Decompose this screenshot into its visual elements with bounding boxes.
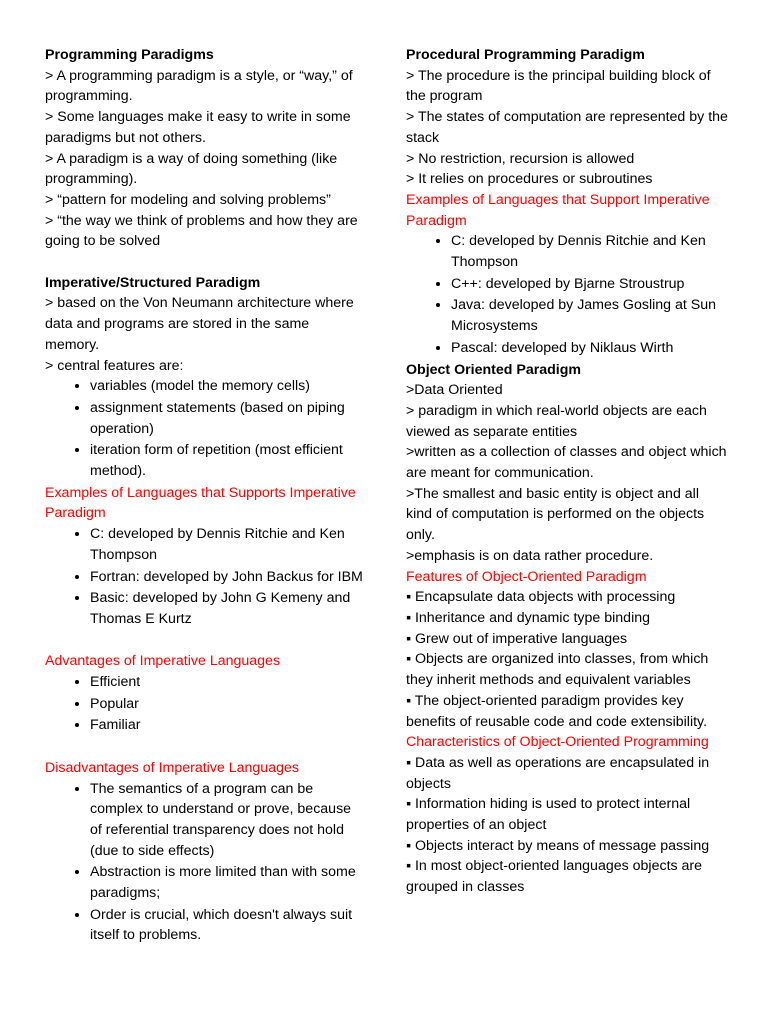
list-item: • The semantics of a program can be complex to understand or prove, because of referential transparency does not hold (due to side effects) [90,779,365,862]
subheading-examples-imperative: Examples of Languages that Supports Imperative Paradigm [45,484,356,522]
list-item: • Java: developed by James Gosling at Sun Microsystems [451,295,728,336]
disadvantages-list [45,779,365,947]
paragraph-line: > A paradigm is a way of doing something (like programming). [45,150,338,188]
list-item: • Popular [90,694,365,715]
list-item: • assignment statements (based on piping operation) [90,398,365,439]
list-item: • Efficient [90,672,365,693]
list-item: • Abstraction is more limited than with some paradigms; [90,862,365,903]
spacer [45,737,365,758]
list-item: • Fortran: developed by John Backus for IBM [90,567,365,588]
feature-item: ▪ Encapsulate data objects with processing [406,589,676,606]
list-item: • Basic: developed by John G Kemeny and Thomas E Kurtz [90,588,365,629]
section-title-imperative-structured: Imperative/Structured Paradigm [45,274,261,291]
list-item: • Familiar [90,715,365,736]
characteristic-item: ▪ Information hiding is used to protect internal properties of an object [406,796,691,834]
paragraph-line: > No restriction, recursion is allowed [406,150,635,167]
central-features-list [45,376,365,482]
paragraph-line: > Some languages make it easy to write in some paradigms but not others. [45,109,351,146]
spacer [45,252,365,273]
paragraph-line: > A programming paradigm is a style, or “way,” of programming. [45,67,353,105]
subheading-features-oop: Features of Object-Oriented Paradigm [406,568,647,585]
feature-item: ▪ Inheritance and dynamic type binding [406,609,651,626]
section-title-programming-paradigms: Programming Paradigms [45,47,214,63]
section-title-object-oriented: Object Oriented Paradigm [406,361,582,378]
left-column [45,45,365,947]
paragraph-line: >emphasis is on data rather procedure. [406,547,654,564]
paragraph-line: > The procedure is the principal building block of the program [406,67,711,105]
list-item: • Order is crucial, which doesn't always suit itself to problems. [90,905,365,946]
paragraph-line: >written as a collection of classes and object which are meant for communication. [406,444,727,482]
subheading-advantages: Advantages of Imperative Languages [45,653,281,670]
procedural-examples-list [406,231,728,358]
characteristic-item: ▪ Data as well as operations are encapsulated in objects [406,754,710,792]
paragraph-line: >Data Oriented [406,382,503,399]
paragraph-line: > “pattern for modeling and solving problems” [45,191,331,208]
feature-item: ▪ The object-oriented paradigm provides key benefits of reusable code and code extensibility. [406,692,708,730]
paragraph-line: > The states of computation are represented by the stack [406,109,728,146]
right-column [406,45,728,898]
list-item: • C++: developed by Bjarne Stroustrup [451,274,728,295]
paragraph-line: > paradigm in which real-world objects are each viewed as separate entities [406,402,707,440]
subheading-disadvantages: Disadvantages of Imperative Languages [45,759,299,776]
paragraph-line: > based on the Von Neumann architecture where data and programs are stored in the same memory. [45,295,354,353]
list-item: • C: developed by Dennis Ritchie and Ken Thompson [90,524,365,565]
feature-item: ▪ Objects are organized into classes, from which they inherit methods and equivalent variables [406,651,709,689]
list-item: • iteration form of repetition (most efficient method). [90,440,365,481]
paragraph-line: >The smallest and basic entity is object and all kind of computation is performed on the objects only. [406,485,705,544]
advantages-list [45,672,365,736]
subheading-characteristics-oop: Characteristics of Object-Oriented Programming [406,734,709,751]
subheading-examples-procedural: Examples of Languages that Support Imperative Paradigm [406,191,710,229]
paragraph-line: > It relies on procedures or subroutines [406,171,653,188]
list-item: • C: developed by Dennis Ritchie and Ken Thompson [451,231,728,272]
list-item: • variables (model the memory cells) [90,376,365,397]
section-title-procedural: Procedural Programming Paradigm [406,47,645,63]
characteristic-item: ▪ Objects interact by means of message passing [406,837,710,854]
feature-item: ▪ Grew out of imperative languages [406,630,628,647]
paragraph-line: > “the way we think of problems and how they are going to be solved [45,212,358,250]
spacer [45,631,365,652]
characteristic-item: ▪ In most object-oriented languages objects are grouped in classes [406,858,703,896]
examples-list [45,524,365,630]
list-item: • Pascal: developed by Niklaus Wirth [451,338,728,359]
paragraph-line: > central features are: [45,357,184,374]
